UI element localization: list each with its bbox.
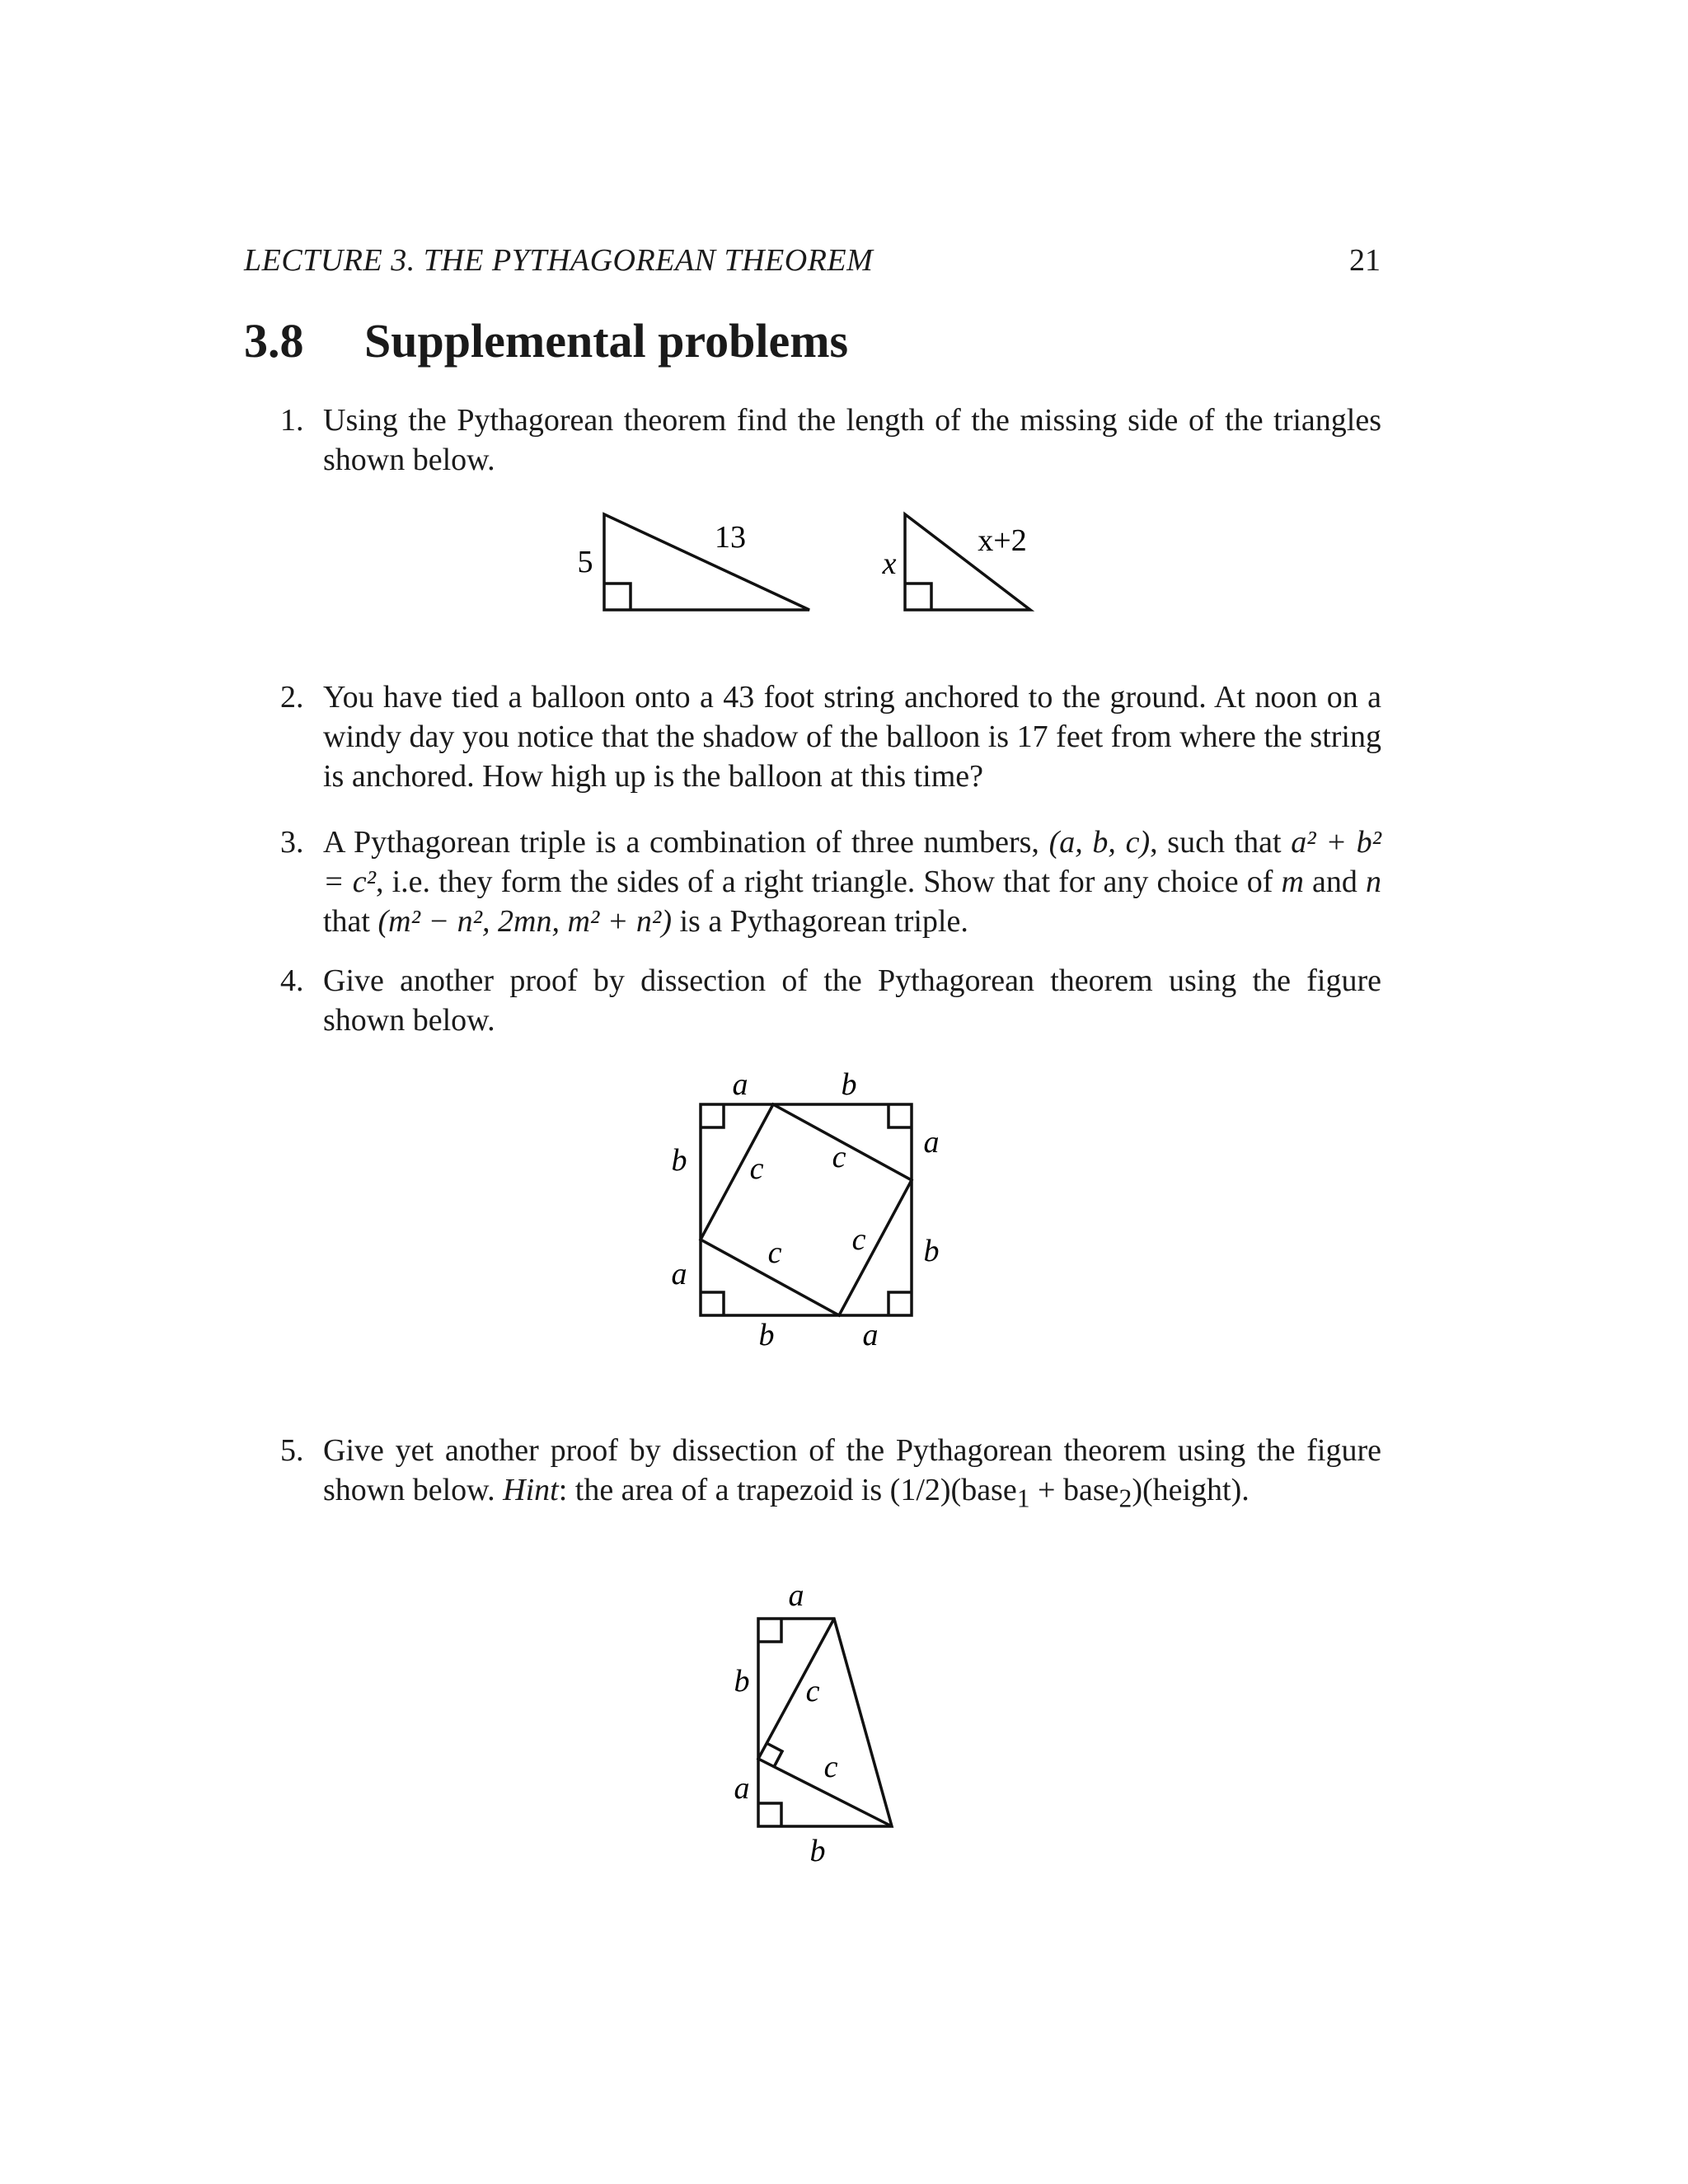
- problem-number: 4.: [280, 963, 304, 998]
- triangle-1-hypotenuse-label: 13: [715, 520, 746, 555]
- text-segment: , such that: [1150, 825, 1282, 860]
- problem-5: [280, 1431, 1381, 1519]
- label-top-a: a: [732, 1067, 748, 1102]
- math-triple: (m² − n², 2mn, m² + n²): [377, 904, 672, 939]
- text-segment: is a Pythagorean triple.: [679, 904, 968, 939]
- problem-number: 3.: [280, 825, 304, 860]
- math-variable: m: [1281, 865, 1304, 899]
- text-segment: + base: [1029, 1473, 1119, 1507]
- problem-number: 2.: [280, 680, 304, 715]
- triangle-1-side-label: 5: [577, 545, 593, 579]
- problem-4: [280, 961, 1381, 1040]
- math-tuple: (a, b, c): [1048, 825, 1151, 860]
- subscript: 1: [1016, 1483, 1030, 1513]
- problem-3: [280, 823, 1381, 941]
- problem-text: [323, 1431, 1381, 1519]
- text-segment: A Pythagorean triple is a combination of three numbers,: [323, 825, 1039, 860]
- square-dissection-figure: [651, 1063, 981, 1376]
- label-top-b: b: [841, 1067, 857, 1102]
- label-top-a: a: [788, 1582, 804, 1613]
- label-right-b: b: [923, 1234, 940, 1268]
- section-number: 3.8: [244, 314, 304, 368]
- problem-text: Give another proof by dissection of the Pythagorean theorem using the figure shown below.: [323, 963, 1381, 1038]
- math-variable: n: [1366, 865, 1382, 899]
- label-bottom-b: b: [809, 1834, 826, 1868]
- label-inner-c: c: [823, 1750, 838, 1784]
- square-shape: [701, 1104, 912, 1315]
- label-left-a: a: [671, 1257, 687, 1291]
- problem-text: [323, 823, 1381, 941]
- triangle-2-hypotenuse-label: x+2: [978, 523, 1027, 558]
- page-number: 21: [1349, 243, 1381, 278]
- trapezoid-dissection-figure: [709, 1582, 956, 1887]
- problem-number: 1.: [280, 403, 304, 438]
- triangles-figure: [569, 503, 1063, 626]
- label-left-b: b: [671, 1143, 687, 1178]
- running-head: LECTURE 3. THE PYTHAGOREAN THEOREM: [244, 243, 874, 278]
- triangle-2-side-label: x: [882, 546, 897, 581]
- problem-text: You have tied a balloon onto a 43 foot string anchored to the ground. At noon on a windy day you notice that the shadow of the balloon is 17 feet from where the string is anchored. How high up is the balloon at this time?: [323, 680, 1381, 794]
- problem-text: Using the Pythagorean theorem find the length of the missing side of the triangles shown below.: [323, 403, 1381, 477]
- label-inner-c: c: [749, 1151, 764, 1186]
- text-segment: : the area of a trapezoid is (1/2)(base: [558, 1473, 1017, 1507]
- text-segment: , i.e. they form the sides of a right triangle. Show that for any choice of: [376, 865, 1273, 899]
- math-equation: a² + b² = c²: [323, 825, 1382, 899]
- label-right-a: a: [923, 1125, 940, 1160]
- text-segment: )(height).: [1132, 1473, 1250, 1507]
- label-bottom-b: b: [758, 1318, 775, 1352]
- section-heading: Supplemental problems: [364, 314, 849, 368]
- triangle-1: [604, 514, 809, 610]
- problem-2: [280, 677, 1381, 796]
- label-bottom-a: a: [862, 1318, 879, 1352]
- text-segment: that: [323, 904, 370, 939]
- label-inner-c: c: [851, 1222, 866, 1257]
- text-segment: Give yet another proof by dissection of the Pythagorean theorem using the figure shown below.: [323, 1433, 1381, 1507]
- problem-number: 5.: [280, 1433, 304, 1468]
- label-left-a: a: [734, 1771, 750, 1806]
- trapezoid-shape: [758, 1619, 892, 1826]
- label-left-b: b: [734, 1664, 750, 1699]
- text-segment: and: [1312, 865, 1357, 899]
- problem-1: [280, 401, 1381, 480]
- hint-label: Hint: [503, 1473, 559, 1507]
- label-inner-c: c: [805, 1674, 820, 1708]
- label-inner-c: c: [832, 1140, 846, 1174]
- label-inner-c: c: [767, 1235, 782, 1270]
- section-title: [244, 313, 848, 368]
- subscript: 2: [1118, 1483, 1132, 1513]
